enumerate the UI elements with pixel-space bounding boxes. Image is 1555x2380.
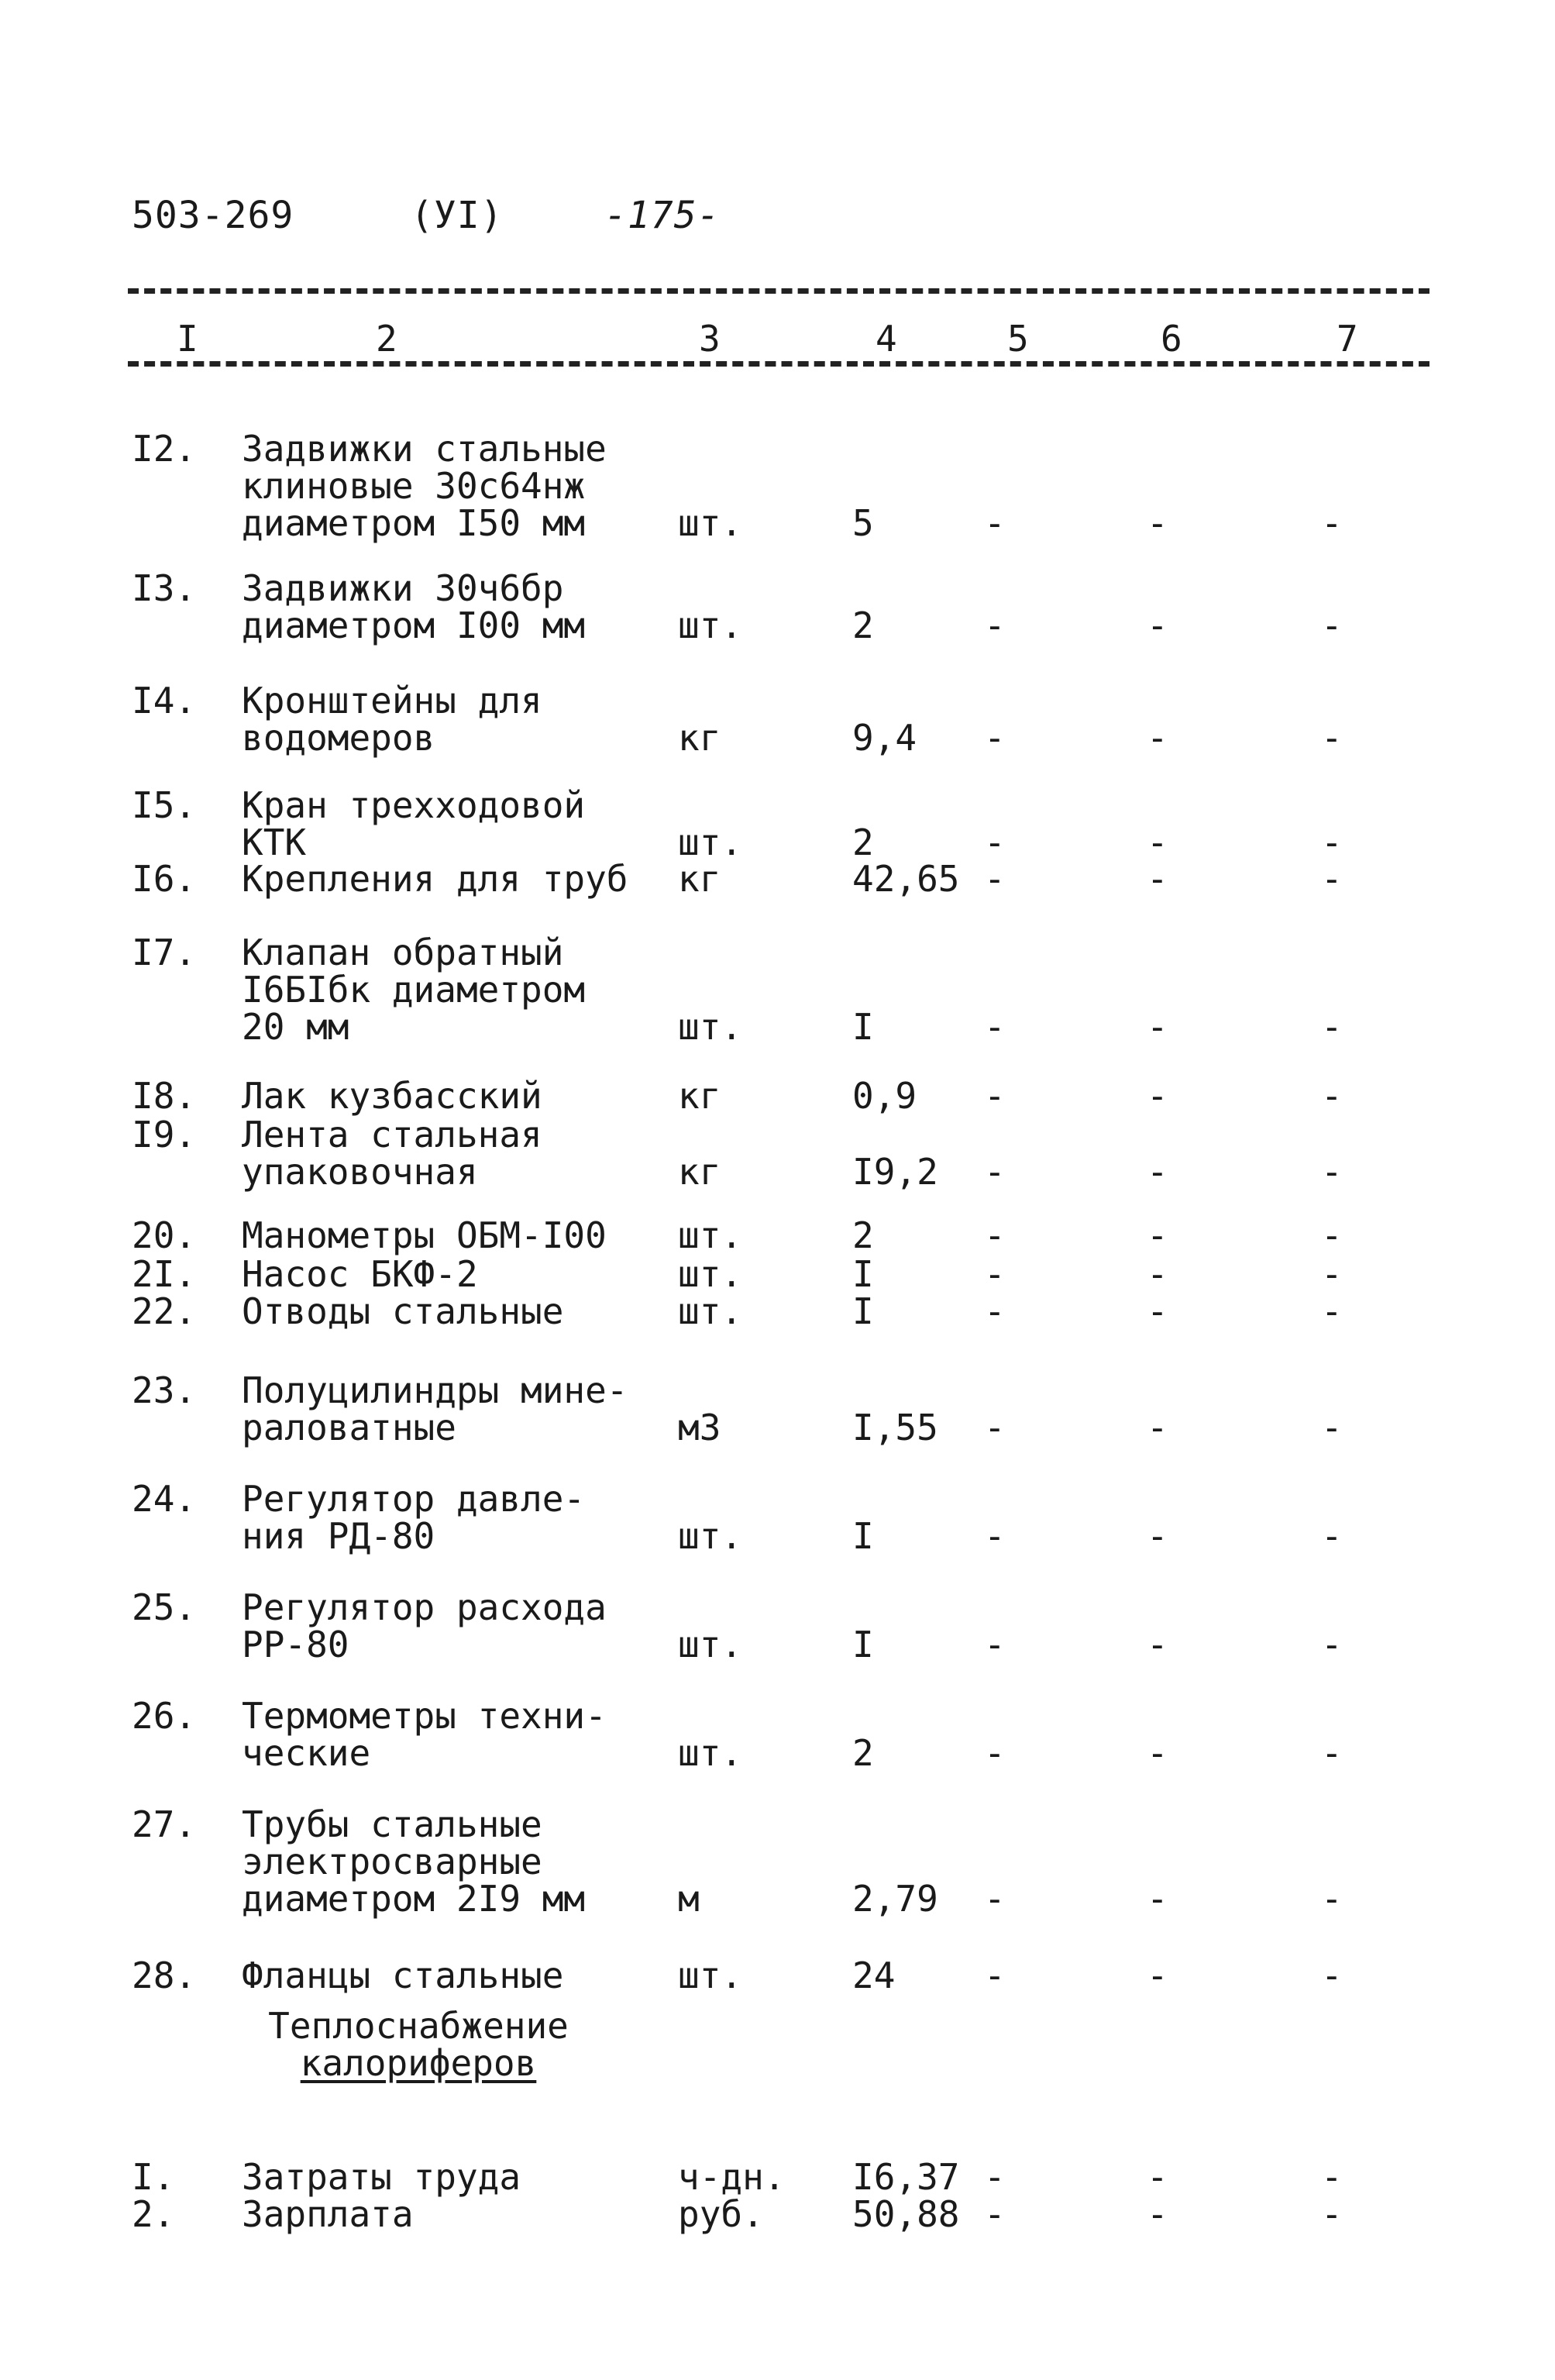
column-7-value: - bbox=[1321, 1075, 1343, 1117]
column-7-value: - bbox=[1321, 1732, 1343, 1774]
column-5-value: - bbox=[984, 1955, 1006, 1996]
quantity: I bbox=[852, 1624, 874, 1665]
row-number: I2. bbox=[132, 428, 197, 470]
unit-of-measure: шт. bbox=[678, 1732, 743, 1774]
column-5-value: - bbox=[984, 502, 1006, 544]
column-number-4: 4 bbox=[876, 318, 897, 360]
column-6-value: - bbox=[1147, 1624, 1168, 1665]
quantity: 2 bbox=[852, 1732, 874, 1774]
column-7-value: - bbox=[1321, 1151, 1343, 1193]
row-number: 22. bbox=[132, 1290, 197, 1332]
quantity: 5 bbox=[852, 502, 874, 544]
item-name: Манометры ОБМ-I00 bbox=[242, 1214, 607, 1256]
unit-of-measure: шт. bbox=[678, 821, 743, 863]
unit-of-measure: шт. bbox=[678, 1006, 743, 1048]
unit-of-measure: кг bbox=[678, 1075, 721, 1117]
column-7-value: - bbox=[1321, 1290, 1343, 1332]
page-number: -175- bbox=[604, 194, 721, 237]
quantity: 50,88 bbox=[852, 2193, 960, 2235]
row-number: I4. bbox=[132, 680, 197, 722]
column-6-value: - bbox=[1147, 717, 1168, 759]
item-name: Задвижки стальные клиновые 30с64нж диаметром I50 мм bbox=[242, 428, 607, 544]
unit-of-measure: кг bbox=[678, 858, 721, 900]
item-name: Термометры техни- ческие bbox=[242, 1695, 607, 1774]
quantity: 42,65 bbox=[852, 858, 960, 900]
column-5-value: - bbox=[984, 1624, 1006, 1665]
column-6-value: - bbox=[1147, 1732, 1168, 1774]
item-name: Насос БКФ-2 bbox=[242, 1253, 478, 1295]
unit-of-measure: руб. bbox=[678, 2193, 764, 2235]
column-6-value: - bbox=[1147, 1075, 1168, 1117]
row-number: I5. bbox=[132, 784, 197, 826]
column-6-value: - bbox=[1147, 604, 1168, 646]
quantity: 0,9 bbox=[852, 1075, 917, 1117]
quantity: 2 bbox=[852, 821, 874, 863]
unit-of-measure: шт. bbox=[678, 1253, 743, 1295]
column-number-5: 5 bbox=[1007, 318, 1029, 360]
column-6-value: - bbox=[1147, 1955, 1168, 1996]
column-7-value: - bbox=[1321, 1407, 1343, 1448]
row-number: 27. bbox=[132, 1803, 197, 1845]
column-7-value: - bbox=[1321, 2193, 1343, 2235]
row-number: I. bbox=[132, 2156, 175, 2198]
row-number: 24. bbox=[132, 1478, 197, 1520]
column-7-value: - bbox=[1321, 1955, 1343, 1996]
row-number: 20. bbox=[132, 1214, 197, 1256]
item-name: Затраты труда bbox=[242, 2156, 521, 2198]
column-number-1: I bbox=[177, 318, 198, 360]
row-number: 26. bbox=[132, 1695, 197, 1737]
column-5-value: - bbox=[984, 1006, 1006, 1048]
column-7-value: - bbox=[1321, 1006, 1343, 1048]
column-7-value: - bbox=[1321, 2156, 1343, 2198]
unit-of-measure: шт. bbox=[678, 1624, 743, 1665]
column-7-value: - bbox=[1321, 1253, 1343, 1295]
row-number: 23. bbox=[132, 1369, 197, 1411]
item-name: Зарплата bbox=[242, 2193, 414, 2235]
quantity: 24 bbox=[852, 1955, 896, 1996]
quantity: 9,4 bbox=[852, 717, 917, 759]
unit-of-measure: м3 bbox=[678, 1407, 721, 1448]
quantity: 2 bbox=[852, 1214, 874, 1256]
header-rule-top bbox=[128, 288, 1429, 294]
header-rule-bottom bbox=[128, 361, 1429, 367]
section-heading bbox=[263, 2007, 573, 2082]
row-number: I9. bbox=[132, 1114, 197, 1156]
quantity: I,55 bbox=[852, 1407, 938, 1448]
section-heading-line2: калориферов bbox=[300, 2042, 537, 2084]
row-number: 2. bbox=[132, 2193, 175, 2235]
column-5-value: - bbox=[984, 858, 1006, 900]
unit-of-measure: шт. bbox=[678, 1515, 743, 1557]
item-name: Лента стальная упаковочная bbox=[242, 1114, 542, 1193]
column-6-value: - bbox=[1147, 858, 1168, 900]
column-6-value: - bbox=[1147, 2193, 1168, 2235]
quantity: I9,2 bbox=[852, 1151, 938, 1193]
row-number: 2I. bbox=[132, 1253, 197, 1295]
quantity: I6,37 bbox=[852, 2156, 960, 2198]
item-name: Лак кузбасский bbox=[242, 1075, 542, 1117]
item-name: Отводы стальные bbox=[242, 1290, 564, 1332]
column-5-value: - bbox=[984, 1214, 1006, 1256]
column-number-2: 2 bbox=[376, 318, 397, 360]
column-5-value: - bbox=[984, 1515, 1006, 1557]
quantity: 2,79 bbox=[852, 1878, 938, 1920]
item-name: Кронштейны для водомеров bbox=[242, 680, 542, 759]
column-7-value: - bbox=[1321, 858, 1343, 900]
column-6-value: - bbox=[1147, 1006, 1168, 1048]
column-5-value: - bbox=[984, 1075, 1006, 1117]
column-7-value: - bbox=[1321, 502, 1343, 544]
unit-of-measure: кг bbox=[678, 1151, 721, 1193]
column-7-value: - bbox=[1321, 604, 1343, 646]
unit-of-measure: шт. bbox=[678, 502, 743, 544]
item-name: Кран трехходовой КТК bbox=[242, 784, 586, 863]
column-7-value: - bbox=[1321, 1878, 1343, 1920]
column-6-value: - bbox=[1147, 1407, 1168, 1448]
column-5-value: - bbox=[984, 821, 1006, 863]
item-name: Крепления для труб bbox=[242, 858, 628, 900]
item-name: Регулятор расхода РР-80 bbox=[242, 1586, 607, 1665]
row-number: I3. bbox=[132, 567, 197, 609]
item-name: Клапан обратный I6БIбк диаметром 20 мм bbox=[242, 932, 586, 1048]
column-6-value: - bbox=[1147, 502, 1168, 544]
column-6-value: - bbox=[1147, 2156, 1168, 2198]
item-name: Фланцы стальные bbox=[242, 1955, 564, 1996]
column-6-value: - bbox=[1147, 1253, 1168, 1295]
column-7-value: - bbox=[1321, 821, 1343, 863]
column-5-value: - bbox=[984, 1290, 1006, 1332]
unit-of-measure: м bbox=[678, 1878, 700, 1920]
section-number: (УI) bbox=[411, 194, 504, 237]
item-name: Полуцилиндры мине- раловатные bbox=[242, 1369, 628, 1448]
column-number-3: 3 bbox=[699, 318, 721, 360]
quantity: I bbox=[852, 1006, 874, 1048]
unit-of-measure: кг bbox=[678, 717, 721, 759]
quantity: I bbox=[852, 1290, 874, 1332]
unit-of-measure: шт. bbox=[678, 604, 743, 646]
document-code: 503-269 bbox=[132, 194, 294, 237]
column-5-value: - bbox=[984, 2156, 1006, 2198]
column-6-value: - bbox=[1147, 1515, 1168, 1557]
column-7-value: - bbox=[1321, 1624, 1343, 1665]
section-heading-line1: Теплоснабжение bbox=[268, 2005, 569, 2047]
column-5-value: - bbox=[984, 1407, 1006, 1448]
column-6-value: - bbox=[1147, 1290, 1168, 1332]
item-name: Трубы стальные электросварные диаметром 2I9 мм bbox=[242, 1803, 586, 1920]
quantity: I bbox=[852, 1515, 874, 1557]
column-number-6: 6 bbox=[1161, 318, 1182, 360]
row-number: I8. bbox=[132, 1075, 197, 1117]
column-6-value: - bbox=[1147, 821, 1168, 863]
column-6-value: - bbox=[1147, 1878, 1168, 1920]
column-6-value: - bbox=[1147, 1151, 1168, 1193]
column-7-value: - bbox=[1321, 717, 1343, 759]
row-number: I6. bbox=[132, 858, 197, 900]
column-6-value: - bbox=[1147, 1214, 1168, 1256]
quantity: 2 bbox=[852, 604, 874, 646]
column-number-7: 7 bbox=[1337, 318, 1358, 360]
item-name: Регулятор давле- ния РД-80 bbox=[242, 1478, 586, 1557]
unit-of-measure: шт. bbox=[678, 1955, 743, 1996]
row-number: 28. bbox=[132, 1955, 197, 1996]
column-5-value: - bbox=[984, 1878, 1006, 1920]
row-number: I7. bbox=[132, 932, 197, 973]
column-5-value: - bbox=[984, 604, 1006, 646]
unit-of-measure: шт. bbox=[678, 1214, 743, 1256]
quantity: I bbox=[852, 1253, 874, 1295]
column-5-value: - bbox=[984, 1732, 1006, 1774]
item-name: Задвижки 30ч6бр диаметром I00 мм bbox=[242, 567, 586, 646]
row-number: 25. bbox=[132, 1586, 197, 1628]
column-5-value: - bbox=[984, 1253, 1006, 1295]
column-5-value: - bbox=[984, 717, 1006, 759]
unit-of-measure: ч-дн. bbox=[678, 2156, 786, 2198]
column-7-value: - bbox=[1321, 1515, 1343, 1557]
column-5-value: - bbox=[984, 1151, 1006, 1193]
unit-of-measure: шт. bbox=[678, 1290, 743, 1332]
column-5-value: - bbox=[984, 2193, 1006, 2235]
column-7-value: - bbox=[1321, 1214, 1343, 1256]
